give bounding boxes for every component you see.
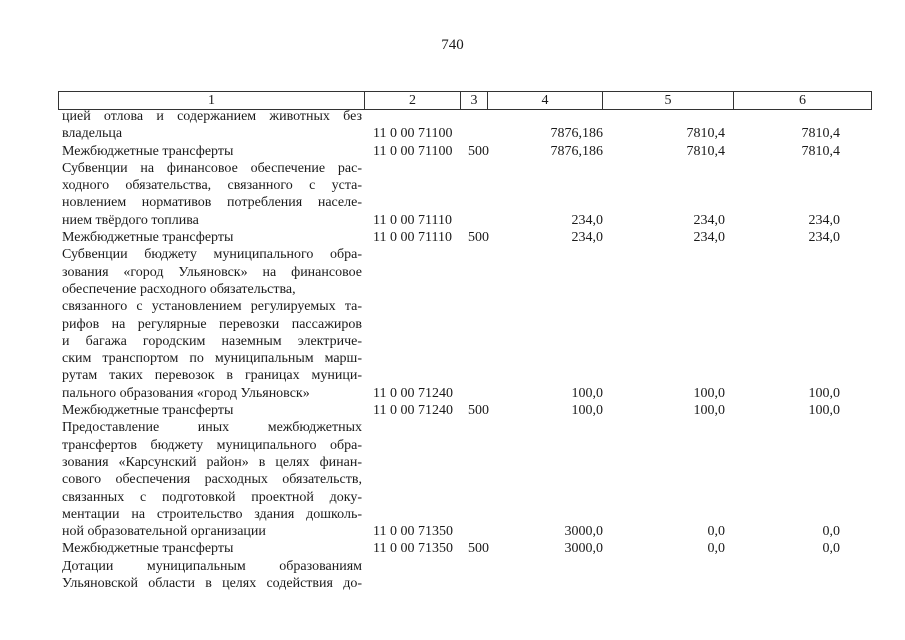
row-description: нием твёрдого топлива (62, 212, 199, 228)
row-description: владельца (62, 126, 123, 142)
table-row (0, 333, 905, 350)
table-row (0, 246, 905, 263)
row-description: Межбюджетные трансферты (62, 143, 234, 159)
row-description: обеспечение расходного обязательства, (62, 281, 296, 297)
row-amount-col6: 234,0 (808, 230, 840, 246)
row-amount-col4: 100,0 (571, 403, 603, 419)
row-description: Ульяновской области в целях содействия до- (62, 576, 362, 592)
row-target-code: 11 0 00 71240 (373, 385, 453, 401)
row-description: ной образовательной организации (62, 524, 266, 540)
row-target-code: 11 0 00 71110 (373, 230, 452, 246)
row-description: и багажа городским наземным электриче- (62, 333, 362, 349)
row-amount-col5: 7810,4 (686, 143, 725, 159)
row-description: Межбюджетные трансферты (62, 230, 234, 246)
table-row (0, 489, 905, 506)
row-amount-col4: 234,0 (571, 230, 603, 246)
row-description: трансфертов бюджету муниципального обра- (62, 437, 362, 453)
header-col-1: 1 (59, 92, 365, 109)
row-amount-col5: 234,0 (693, 230, 725, 246)
row-description: ходного обязательства, связанного с уста- (62, 178, 362, 194)
row-description: рутам таких перевозок в границах муници- (62, 368, 362, 384)
table-row (0, 350, 905, 367)
row-description: новлением нормативов потребления населе- (62, 195, 362, 211)
page-number: 740 (441, 37, 464, 53)
table-row (0, 212, 905, 229)
row-description: сового обеспечения расходных обязательств, (62, 472, 362, 488)
row-expense-type: 500 (468, 541, 489, 557)
row-amount-col4: 3000,0 (564, 541, 603, 557)
row-description: зования «город Ульяновск» на финансовое (62, 264, 362, 280)
row-amount-col5: 234,0 (693, 212, 725, 228)
table-row (0, 385, 905, 402)
header-col-2: 2 (365, 92, 461, 109)
header-col-6: 6 (799, 93, 806, 108)
row-amount-col5: 0,0 (707, 541, 725, 557)
row-description: Субвенции бюджету муниципального обра- (62, 247, 362, 263)
row-description: ским транспортом по муниципальным марш- (62, 351, 362, 367)
row-amount-col5: 100,0 (693, 403, 725, 419)
table-row (0, 160, 905, 177)
table-row (0, 506, 905, 523)
row-target-code: 11 0 00 71100 (373, 143, 453, 159)
table-row (0, 558, 905, 575)
table-row (0, 264, 905, 281)
table-row (0, 471, 905, 488)
row-amount-col6: 7810,4 (801, 126, 840, 142)
header-col-4: 4 (488, 92, 603, 109)
row-description: связанных с подготовкой проектной доку- (62, 489, 362, 505)
table-body (0, 108, 905, 592)
table-row (0, 281, 905, 298)
row-amount-col4: 7876,186 (550, 126, 603, 142)
table-row (0, 229, 905, 246)
row-amount-col6: 0,0 (822, 541, 840, 557)
table-row (0, 125, 905, 142)
row-amount-col5: 100,0 (693, 385, 725, 401)
table-row (0, 454, 905, 471)
table-row (0, 108, 905, 125)
row-target-code: 11 0 00 71110 (373, 212, 452, 228)
row-target-code: 11 0 00 71240 (373, 403, 453, 419)
row-description: Субвенции на финансовое обеспечение рас- (62, 160, 362, 176)
row-amount-col4: 234,0 (571, 212, 603, 228)
row-description: Межбюджетные трансферты (62, 541, 234, 557)
row-amount-col4: 7876,186 (550, 143, 603, 159)
row-expense-type: 500 (468, 143, 489, 159)
table-row (0, 177, 905, 194)
table-row (0, 298, 905, 315)
table-row (0, 523, 905, 540)
row-amount-col6: 234,0 (808, 212, 840, 228)
row-description: Предоставление иных межбюджетных (62, 420, 362, 436)
row-expense-type: 500 (468, 230, 489, 246)
row-description: Межбюджетные трансферты (62, 403, 234, 419)
header-col-5: 5 (603, 92, 734, 109)
table-row (0, 194, 905, 211)
row-amount-col4: 100,0 (571, 385, 603, 401)
table-row (0, 316, 905, 333)
row-amount-col6: 0,0 (822, 524, 840, 540)
table-row (0, 419, 905, 436)
row-description: рифов на регулярные перевозки пассажиров (62, 316, 362, 332)
row-description: цией отлова и содержанием животных без (62, 109, 362, 124)
table-row (0, 437, 905, 454)
row-description: ментации на строительство здания дошколь- (62, 506, 362, 522)
row-amount-col6: 100,0 (808, 385, 840, 401)
table-row (0, 367, 905, 384)
row-expense-type: 500 (468, 403, 489, 419)
table-row (0, 575, 905, 592)
row-amount-col5: 0,0 (707, 524, 725, 540)
row-target-code: 11 0 00 71350 (373, 524, 453, 540)
row-description: связанного с установлением регулируемых та- (62, 299, 362, 315)
row-target-code: 11 0 00 71100 (373, 126, 453, 142)
table-row (0, 143, 905, 160)
row-amount-col5: 7810,4 (686, 126, 725, 142)
row-description: зования «Карсунский район» в целях финан- (62, 454, 362, 470)
table-row (0, 540, 905, 557)
row-amount-col6: 100,0 (808, 403, 840, 419)
table-row (0, 402, 905, 419)
row-amount-col4: 3000,0 (564, 524, 603, 540)
header-col-3: 3 (461, 92, 488, 109)
row-target-code: 11 0 00 71350 (373, 541, 453, 557)
row-amount-col6: 7810,4 (801, 143, 840, 159)
row-description: Дотации муниципальным образованиям (62, 558, 362, 574)
row-description: пального образования «город Ульяновск» (62, 385, 310, 401)
